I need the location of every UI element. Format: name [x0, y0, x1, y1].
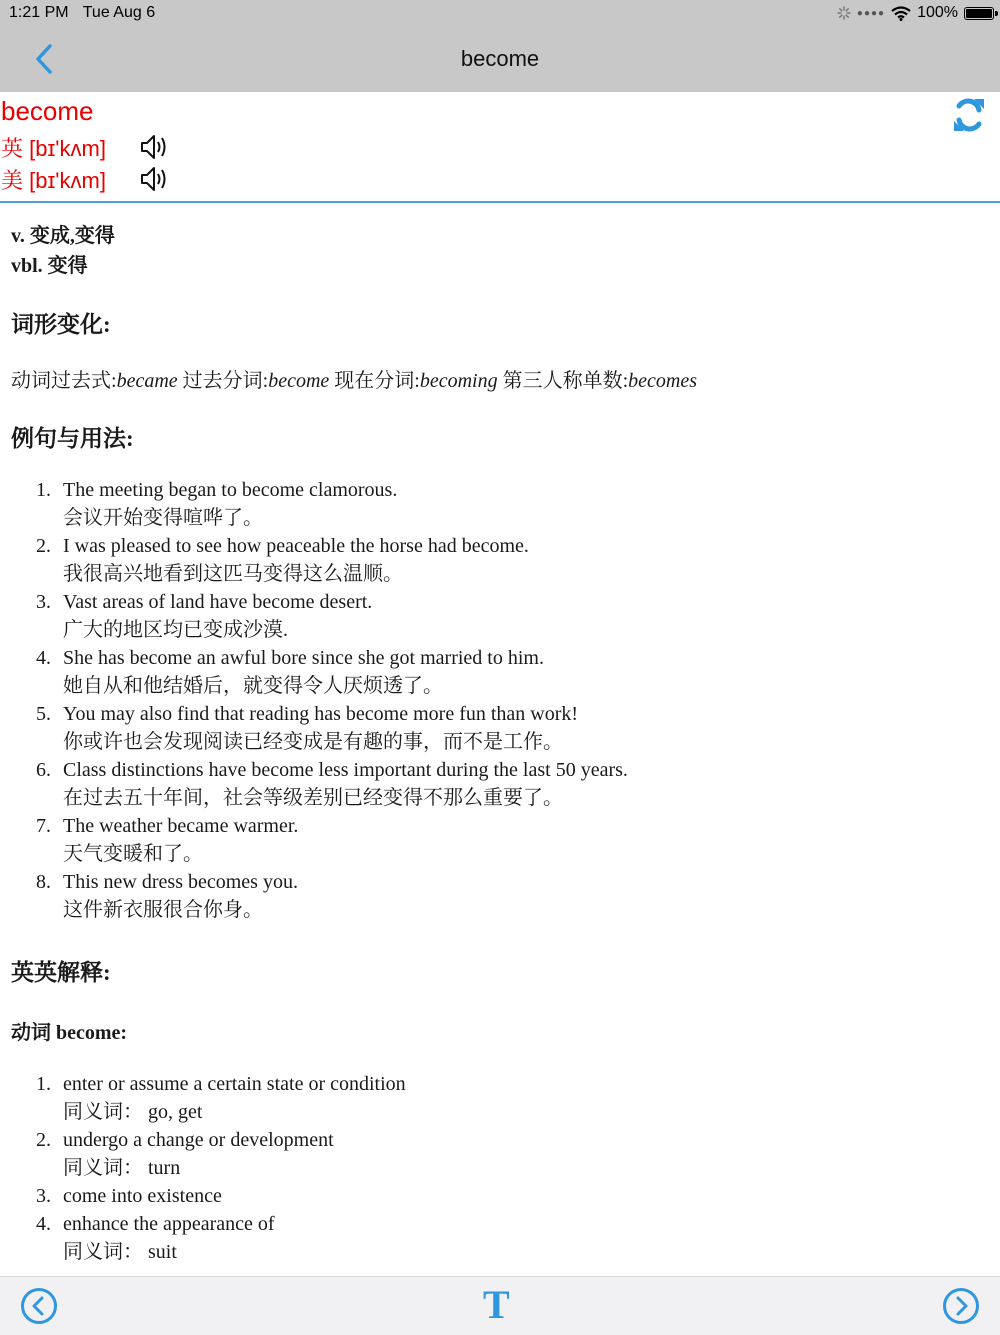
english-def: enter or assume a certain state or condition	[63, 1073, 406, 1095]
english-item	[0, 1126, 1000, 1182]
example-item	[0, 476, 1000, 532]
english-number: 4.	[36, 1213, 51, 1235]
synonyms: 同义词： turn	[63, 1157, 181, 1179]
form-value: became	[116, 370, 178, 392]
example-en: The weather became warmer.	[63, 815, 299, 837]
form-value: becomes	[628, 370, 698, 392]
english-number: 1.	[36, 1073, 51, 1095]
english-item	[0, 1182, 1000, 1210]
nav-title: become	[460, 46, 540, 71]
example-number: 8.	[36, 871, 51, 893]
top-bar	[0, 0, 1000, 92]
example-item	[0, 868, 1000, 924]
word-forms	[11, 364, 697, 393]
example-zh: 天气变暖和了。	[63, 843, 203, 865]
example-en: This new dress becomes you.	[63, 871, 298, 893]
example-number: 4.	[36, 647, 51, 669]
wifi-icon	[891, 6, 911, 21]
forms-heading: 词形变化:	[11, 312, 111, 337]
synonyms: 同义词： go, get	[63, 1101, 203, 1123]
example-zh: 在过去五十年间，社会等级差别已经变得不那么重要了。	[63, 787, 563, 809]
example-zh: 我很高兴地看到这匹马变得这么温顺。	[63, 563, 403, 585]
refresh-icon[interactable]	[952, 96, 986, 134]
examples-list	[0, 476, 1000, 924]
definition-line: vbl. 变得	[11, 255, 88, 277]
english-def: enhance the appearance of	[63, 1213, 275, 1235]
examples-heading: 例句与用法:	[11, 426, 134, 451]
example-number: 7.	[36, 815, 51, 837]
example-en: I was pleased to see how peaceable the horse had become.	[63, 535, 529, 557]
example-number: 3.	[36, 591, 51, 613]
example-en: Class distinctions have become less important during the last 50 years.	[63, 759, 628, 781]
form-label: 动词过去式:	[11, 370, 117, 392]
example-item	[0, 588, 1000, 644]
form-value: become	[268, 370, 330, 392]
form-label: 第三人称单数:	[497, 370, 629, 392]
activity-spinner-icon	[837, 6, 851, 20]
definition-content	[0, 204, 1000, 1276]
speaker-us-icon[interactable]	[139, 164, 169, 194]
form-label: 过去分词:	[177, 370, 269, 392]
next-circle-icon[interactable]	[942, 1287, 980, 1325]
english-subheading: 动词 become:	[11, 1022, 128, 1044]
battery-percent: 100%	[917, 4, 958, 21]
status-time: 1:21 PM	[9, 4, 69, 21]
font-size-button[interactable]: T	[483, 1282, 510, 1327]
example-en: The meeting began to become clamorous.	[63, 479, 398, 501]
example-item	[0, 700, 1000, 756]
english-number: 3.	[36, 1185, 51, 1207]
english-def: come into existence	[63, 1185, 222, 1207]
example-item	[0, 532, 1000, 588]
header-divider	[0, 201, 1000, 203]
status-date: Tue Aug 6	[82, 4, 156, 21]
example-zh: 会议开始变得喧哗了。	[63, 507, 263, 529]
prev-circle-icon[interactable]	[20, 1287, 58, 1325]
example-number: 1.	[36, 479, 51, 501]
example-number: 2.	[36, 535, 51, 557]
signal-dots-icon: ●●●●	[856, 7, 886, 19]
english-item	[0, 1070, 1000, 1126]
bottom-toolbar	[0, 1276, 1000, 1335]
example-en: She has become an awful bore since she got married to him.	[63, 647, 544, 669]
example-zh: 广大的地区均已变成沙漠.	[63, 619, 288, 641]
example-zh: 这件新衣服很合你身。	[63, 899, 263, 921]
pronunciation-us: 美 [bɪ'kʌm]	[1, 168, 106, 193]
example-zh: 她自从和他结婚后，就变得令人厌烦透了。	[63, 675, 443, 697]
english-item	[0, 1210, 1000, 1266]
form-value: becoming	[419, 370, 498, 392]
example-en: You may also find that reading has become more fun than work!	[63, 703, 579, 725]
example-zh: 你或许也会发现阅读已经变成是有趣的事，而不是工作。	[63, 731, 563, 753]
english-heading: 英英解释:	[11, 960, 111, 985]
example-item	[0, 756, 1000, 812]
example-number: 6.	[36, 759, 51, 781]
battery-icon	[964, 7, 994, 20]
form-label: 现在分词:	[329, 370, 420, 392]
example-number: 5.	[36, 703, 51, 725]
definition-line: v. 变成,变得	[11, 225, 115, 247]
example-item	[0, 644, 1000, 700]
english-list	[0, 1070, 1000, 1266]
english-def: undergo a change or development	[63, 1129, 334, 1151]
pronunciation-uk: 英 [bɪ'kʌm]	[1, 136, 106, 161]
headword: become	[1, 96, 94, 126]
nav-bar	[0, 28, 1000, 92]
example-item	[0, 812, 1000, 868]
status-bar	[0, 0, 1000, 28]
example-en: Vast areas of land have become desert.	[63, 591, 373, 613]
speaker-uk-icon[interactable]	[139, 132, 169, 162]
english-number: 2.	[36, 1129, 51, 1151]
synonyms: 同义词： suit	[63, 1241, 177, 1263]
